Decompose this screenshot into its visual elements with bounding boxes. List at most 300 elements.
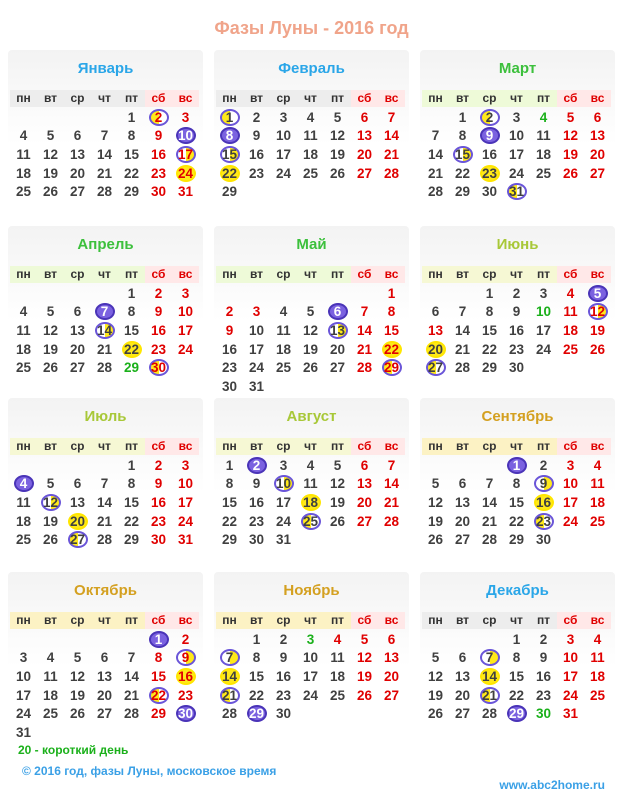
day-cell: 5 bbox=[46, 304, 55, 320]
day-cell: 31 bbox=[248, 379, 265, 395]
day-cell: 21 bbox=[96, 513, 113, 529]
day-cell: 27 bbox=[69, 360, 86, 376]
day-cell: 2 bbox=[252, 109, 261, 125]
day-cell: 4 bbox=[539, 109, 548, 125]
day-cell: 26 bbox=[302, 360, 319, 376]
page-title: Фазы Луны - 2016 год bbox=[214, 18, 409, 38]
day-cell: 4 bbox=[306, 109, 315, 125]
day-cell: 1 bbox=[127, 109, 136, 125]
day-cell: 6 bbox=[593, 109, 602, 125]
day-cell: 13 bbox=[454, 495, 471, 511]
day-cell: 27 bbox=[589, 165, 606, 181]
month-block bbox=[420, 398, 615, 556]
day-cell: 6 bbox=[360, 109, 369, 125]
day-cell: 17 bbox=[508, 147, 525, 163]
weekday-header: вт bbox=[37, 266, 64, 283]
month-block bbox=[420, 50, 615, 208]
day-cell: 5 bbox=[306, 304, 315, 320]
weekday-header: пн bbox=[216, 90, 243, 107]
day-cell: 16 bbox=[535, 669, 552, 685]
day-cell: 14 bbox=[216, 668, 243, 687]
day-cell: 6 bbox=[431, 304, 440, 320]
day-cell: 20 bbox=[69, 165, 86, 181]
month-block bbox=[8, 572, 203, 741]
day-cell: 16 bbox=[530, 494, 557, 513]
day-cell: 8 bbox=[154, 650, 163, 666]
day-cell: 16 bbox=[481, 147, 498, 163]
day-cell: 20 bbox=[422, 341, 449, 360]
day-cell: 16 bbox=[150, 323, 167, 339]
day-cell: 3 bbox=[252, 304, 261, 320]
weekday-header: вт bbox=[243, 612, 270, 629]
day-cell: 19 bbox=[42, 165, 59, 181]
day-cell: 24 bbox=[177, 341, 194, 357]
day-cell: 24 bbox=[172, 165, 199, 184]
day-cell: 22 bbox=[481, 341, 498, 357]
empty-cell bbox=[37, 457, 64, 476]
day-cell: 28 bbox=[481, 532, 498, 548]
day-cell: 13 bbox=[383, 650, 400, 666]
day-cell: 27 bbox=[356, 165, 373, 181]
day-cell: 3 bbox=[181, 285, 190, 301]
day-cell: 6 bbox=[100, 650, 109, 666]
day-cell: 14 bbox=[481, 495, 498, 511]
day-cell: 9 bbox=[154, 476, 163, 492]
day-cell: 17 bbox=[562, 495, 579, 511]
day-cell: 17 bbox=[177, 323, 194, 339]
day-cell: 12 bbox=[584, 303, 611, 322]
weekday-header: чт bbox=[503, 90, 530, 107]
day-cell: 20 bbox=[329, 341, 346, 357]
day-cell: 23 bbox=[150, 513, 167, 529]
day-cell: 2 bbox=[539, 631, 548, 647]
day-cell: 18 bbox=[589, 669, 606, 685]
weekday-header: вс bbox=[584, 266, 611, 283]
weekday-header: пт bbox=[118, 438, 145, 455]
day-cell: 11 bbox=[16, 495, 31, 511]
day-cell: 30 bbox=[150, 532, 167, 548]
day-cell: 12 bbox=[329, 476, 346, 492]
empty-cell bbox=[91, 457, 118, 476]
day-cell: 6 bbox=[458, 476, 467, 492]
weekday-header: пн bbox=[422, 90, 449, 107]
day-cell: 28 bbox=[96, 360, 113, 376]
empty-cell bbox=[476, 631, 503, 650]
weekday-header: ср bbox=[64, 612, 91, 629]
day-cell: 21 bbox=[383, 147, 400, 163]
day-cell: 2 bbox=[279, 631, 288, 647]
weekday-header: пт bbox=[530, 90, 557, 107]
day-cell: 27 bbox=[96, 706, 113, 722]
day-cell: 17 bbox=[275, 495, 292, 511]
weekday-header: пт bbox=[324, 438, 351, 455]
day-cell: 19 bbox=[302, 341, 319, 357]
day-cell: 7 bbox=[458, 304, 467, 320]
day-cell: 22 bbox=[123, 165, 140, 181]
day-cell: 13 bbox=[324, 322, 351, 341]
day-cell: 21 bbox=[476, 687, 503, 706]
empty-cell bbox=[449, 631, 476, 650]
day-cell: 8 bbox=[127, 128, 136, 144]
weekday-header: ср bbox=[64, 438, 91, 455]
day-cell: 10 bbox=[275, 128, 292, 144]
day-cell: 30 bbox=[508, 360, 525, 376]
day-cell: 4 bbox=[566, 285, 575, 301]
day-cell: 7 bbox=[100, 128, 109, 144]
day-cell: 6 bbox=[73, 304, 82, 320]
day-cell: 24 bbox=[275, 165, 292, 181]
weekday-header: сб bbox=[351, 90, 378, 107]
month-name: Ноябрь bbox=[283, 582, 340, 599]
empty-cell bbox=[37, 631, 64, 650]
day-cell: 2 bbox=[145, 109, 172, 128]
day-cell: 3 bbox=[279, 457, 288, 473]
day-cell: 4 bbox=[10, 475, 37, 494]
day-cell: 18 bbox=[329, 669, 346, 685]
day-cell: 12 bbox=[562, 128, 579, 144]
day-cell: 17 bbox=[15, 687, 32, 703]
day-cell: 11 bbox=[590, 650, 605, 666]
day-cell: 17 bbox=[302, 669, 319, 685]
day-cell: 1 bbox=[387, 285, 396, 301]
day-cell: 24 bbox=[248, 360, 265, 376]
day-cell: 27 bbox=[454, 532, 471, 548]
weekday-header: ср bbox=[64, 266, 91, 283]
weekday-header: вс bbox=[172, 612, 199, 629]
empty-cell bbox=[10, 109, 37, 128]
day-cell: 22 bbox=[378, 341, 405, 360]
day-cell: 9 bbox=[154, 304, 163, 320]
day-cell: 26 bbox=[356, 687, 373, 703]
day-cell: 22 bbox=[248, 687, 265, 703]
weekday-header: чт bbox=[297, 90, 324, 107]
day-cell: 25 bbox=[589, 513, 606, 529]
day-cell: 14 bbox=[96, 147, 113, 163]
day-cell: 13 bbox=[427, 323, 444, 339]
day-cell: 20 bbox=[454, 687, 471, 703]
day-cell: 20 bbox=[356, 495, 373, 511]
day-cell: 3 bbox=[566, 631, 575, 647]
day-cell: 2 bbox=[181, 631, 190, 647]
weekday-header: пт bbox=[530, 266, 557, 283]
day-cell: 21 bbox=[383, 495, 400, 511]
day-cell: 2 bbox=[154, 285, 163, 301]
day-cell: 27 bbox=[329, 360, 346, 376]
day-cell: 30 bbox=[172, 705, 199, 724]
day-cell: 6 bbox=[73, 128, 82, 144]
day-cell: 1 bbox=[127, 457, 136, 473]
empty-cell bbox=[37, 285, 64, 304]
day-cell: 17 bbox=[535, 323, 552, 339]
empty-cell bbox=[10, 285, 37, 304]
day-cell: 18 bbox=[15, 165, 32, 181]
month-name: Июль bbox=[84, 408, 127, 425]
day-cell: 13 bbox=[454, 669, 471, 685]
empty-cell bbox=[216, 631, 243, 650]
weekday-header: ср bbox=[270, 612, 297, 629]
day-cell: 23 bbox=[248, 513, 265, 529]
day-cell: 8 bbox=[252, 650, 261, 666]
empty-cell bbox=[449, 285, 476, 304]
day-cell: 7 bbox=[91, 303, 118, 322]
weekday-header: пн bbox=[422, 266, 449, 283]
day-cell: 3 bbox=[306, 631, 315, 647]
day-cell: 28 bbox=[356, 360, 373, 376]
day-cell: 25 bbox=[297, 513, 324, 532]
day-cell: 3 bbox=[539, 285, 548, 301]
day-cell: 16 bbox=[221, 341, 238, 357]
day-cell: 23 bbox=[150, 341, 167, 357]
weekday-header: сб bbox=[145, 266, 172, 283]
day-cell: 12 bbox=[37, 494, 64, 513]
day-cell: 7 bbox=[485, 476, 494, 492]
day-cell: 16 bbox=[150, 495, 167, 511]
weekday-header: пт bbox=[324, 612, 351, 629]
month-block bbox=[420, 572, 615, 730]
day-cell: 23 bbox=[535, 687, 552, 703]
day-cell: 11 bbox=[276, 323, 291, 339]
day-cell: 17 bbox=[172, 146, 199, 165]
day-cell: 22 bbox=[216, 165, 243, 184]
weekday-header: сб bbox=[145, 90, 172, 107]
day-cell: 29 bbox=[221, 184, 238, 200]
day-cell: 15 bbox=[508, 669, 525, 685]
empty-cell bbox=[91, 285, 118, 304]
day-cell: 21 bbox=[96, 165, 113, 181]
day-cell: 7 bbox=[100, 476, 109, 492]
day-cell: 30 bbox=[248, 532, 265, 548]
empty-cell bbox=[37, 109, 64, 128]
day-cell: 18 bbox=[302, 147, 319, 163]
weekday-header: чт bbox=[297, 266, 324, 283]
day-cell: 5 bbox=[431, 476, 440, 492]
month-block bbox=[214, 50, 409, 208]
day-cell: 5 bbox=[360, 631, 369, 647]
day-cell: 26 bbox=[329, 165, 346, 181]
day-cell: 19 bbox=[589, 323, 606, 339]
weekday-header: пн bbox=[10, 438, 37, 455]
day-cell: 20 bbox=[64, 513, 91, 532]
day-cell: 30 bbox=[221, 379, 238, 395]
day-cell: 22 bbox=[118, 341, 145, 360]
day-cell: 29 bbox=[454, 184, 471, 200]
day-cell: 6 bbox=[387, 631, 396, 647]
empty-cell bbox=[422, 109, 449, 128]
day-cell: 30 bbox=[535, 706, 552, 722]
weekday-header: сб bbox=[351, 438, 378, 455]
day-cell: 24 bbox=[508, 165, 525, 181]
empty-cell bbox=[476, 457, 503, 476]
day-cell: 28 bbox=[123, 706, 140, 722]
weekday-header: вт bbox=[449, 612, 476, 629]
empty-cell bbox=[449, 457, 476, 476]
day-cell: 24 bbox=[562, 687, 579, 703]
day-cell: 8 bbox=[387, 304, 396, 320]
day-cell: 28 bbox=[454, 360, 471, 376]
day-cell: 23 bbox=[530, 513, 557, 532]
day-cell: 10 bbox=[177, 304, 194, 320]
day-cell: 29 bbox=[123, 532, 140, 548]
day-cell: 11 bbox=[303, 128, 318, 144]
day-cell: 8 bbox=[216, 127, 243, 146]
weekday-header: пн bbox=[216, 438, 243, 455]
day-cell: 25 bbox=[15, 184, 32, 200]
day-cell: 21 bbox=[216, 687, 243, 706]
weekday-header: вс bbox=[378, 612, 405, 629]
day-cell: 9 bbox=[172, 649, 199, 668]
day-cell: 2 bbox=[476, 109, 503, 128]
weekday-header: чт bbox=[297, 438, 324, 455]
day-cell: 30 bbox=[275, 706, 292, 722]
weekday-header: чт bbox=[503, 612, 530, 629]
empty-cell bbox=[64, 631, 91, 650]
day-cell: 31 bbox=[275, 532, 292, 548]
weekday-header: чт bbox=[91, 90, 118, 107]
day-cell: 2 bbox=[154, 457, 163, 473]
day-cell: 26 bbox=[589, 341, 606, 357]
day-cell: 26 bbox=[562, 165, 579, 181]
day-cell: 1 bbox=[503, 457, 530, 476]
month-name: Март bbox=[498, 60, 537, 77]
day-cell: 5 bbox=[431, 650, 440, 666]
month-name: Сентябрь bbox=[481, 408, 554, 425]
day-cell: 3 bbox=[566, 457, 575, 473]
day-cell: 29 bbox=[123, 184, 140, 200]
day-cell: 29 bbox=[150, 706, 167, 722]
weekday-header: ср bbox=[476, 438, 503, 455]
empty-cell bbox=[118, 631, 145, 650]
day-cell: 4 bbox=[306, 457, 315, 473]
weekday-header: пт bbox=[324, 266, 351, 283]
weekday-header: вс bbox=[172, 438, 199, 455]
day-cell: 23 bbox=[508, 341, 525, 357]
day-cell: 31 bbox=[15, 725, 32, 741]
day-cell: 25 bbox=[275, 360, 292, 376]
month-name: Январь bbox=[77, 60, 134, 77]
weekday-header: пн bbox=[422, 438, 449, 455]
weekday-header: вт bbox=[243, 438, 270, 455]
weekday-header: вс bbox=[584, 90, 611, 107]
day-cell: 1 bbox=[458, 109, 467, 125]
day-cell: 15 bbox=[216, 146, 243, 165]
day-cell: 19 bbox=[329, 147, 346, 163]
empty-cell bbox=[324, 285, 351, 304]
day-cell: 26 bbox=[329, 513, 346, 529]
day-cell: 19 bbox=[427, 513, 444, 529]
day-cell: 20 bbox=[454, 513, 471, 529]
day-cell: 1 bbox=[216, 109, 243, 128]
day-cell: 14 bbox=[454, 323, 471, 339]
day-cell: 26 bbox=[427, 532, 444, 548]
month-name: Апрель bbox=[77, 236, 134, 253]
day-cell: 1 bbox=[512, 631, 521, 647]
day-cell: 4 bbox=[593, 457, 602, 473]
day-cell: 10 bbox=[15, 669, 32, 685]
month-block bbox=[214, 398, 409, 556]
weekday-header: пт bbox=[324, 90, 351, 107]
day-cell: 25 bbox=[329, 687, 346, 703]
empty-cell bbox=[297, 285, 324, 304]
day-cell: 29 bbox=[481, 360, 498, 376]
day-cell: 22 bbox=[454, 165, 471, 181]
site-link[interactable]: www.abc2home.ru bbox=[499, 778, 605, 792]
day-cell: 5 bbox=[333, 109, 342, 125]
day-cell: 21 bbox=[481, 513, 498, 529]
day-cell: 10 bbox=[562, 476, 579, 492]
weekday-header: сб bbox=[351, 266, 378, 283]
weekday-header: вс bbox=[584, 612, 611, 629]
day-cell: 21 bbox=[356, 341, 373, 357]
day-cell: 5 bbox=[46, 476, 55, 492]
weekday-header: пн bbox=[10, 266, 37, 283]
month-block bbox=[214, 572, 409, 730]
day-cell: 6 bbox=[324, 303, 351, 322]
day-cell: 18 bbox=[15, 341, 32, 357]
weekday-header: сб bbox=[557, 266, 584, 283]
day-cell: 9 bbox=[530, 475, 557, 494]
day-cell: 8 bbox=[512, 650, 521, 666]
day-cell: 7 bbox=[387, 457, 396, 473]
day-cell: 28 bbox=[96, 532, 113, 548]
weekday-header: пт bbox=[530, 438, 557, 455]
day-cell: 18 bbox=[297, 494, 324, 513]
day-cell: 22 bbox=[123, 513, 140, 529]
day-cell: 11 bbox=[43, 669, 58, 685]
day-cell: 3 bbox=[181, 109, 190, 125]
day-cell: 15 bbox=[449, 146, 476, 165]
day-cell: 29 bbox=[123, 360, 140, 376]
weekday-header: пт bbox=[118, 90, 145, 107]
day-cell: 11 bbox=[590, 476, 605, 492]
day-cell: 20 bbox=[383, 669, 400, 685]
weekday-header: сб bbox=[557, 612, 584, 629]
day-cell: 5 bbox=[566, 109, 575, 125]
day-cell: 15 bbox=[123, 323, 140, 339]
day-cell: 12 bbox=[427, 495, 444, 511]
day-cell: 4 bbox=[46, 650, 55, 666]
day-cell: 11 bbox=[16, 147, 31, 163]
day-cell: 13 bbox=[356, 476, 373, 492]
day-cell: 16 bbox=[248, 147, 265, 163]
day-cell: 15 bbox=[508, 495, 525, 511]
month-block bbox=[8, 398, 203, 556]
day-cell: 9 bbox=[539, 650, 548, 666]
weekday-header: ср bbox=[64, 90, 91, 107]
day-cell: 11 bbox=[16, 323, 31, 339]
day-cell: 9 bbox=[512, 304, 521, 320]
weekday-header: чт bbox=[503, 266, 530, 283]
day-cell: 24 bbox=[177, 513, 194, 529]
day-cell: 18 bbox=[535, 147, 552, 163]
weekday-header: сб bbox=[557, 438, 584, 455]
day-cell: 14 bbox=[356, 323, 373, 339]
weekday-header: ср bbox=[476, 266, 503, 283]
day-cell: 9 bbox=[476, 127, 503, 146]
weekday-header: вс bbox=[172, 90, 199, 107]
day-cell: 28 bbox=[383, 165, 400, 181]
day-cell: 30 bbox=[150, 184, 167, 200]
day-cell: 19 bbox=[42, 513, 59, 529]
day-cell: 11 bbox=[563, 304, 578, 320]
day-cell: 7 bbox=[360, 304, 369, 320]
day-cell: 3 bbox=[19, 650, 28, 666]
day-cell: 14 bbox=[476, 668, 503, 687]
month-name: Февраль bbox=[278, 60, 345, 77]
day-cell: 23 bbox=[221, 360, 238, 376]
day-cell: 25 bbox=[302, 165, 319, 181]
day-cell: 12 bbox=[329, 128, 346, 144]
empty-cell bbox=[422, 631, 449, 650]
